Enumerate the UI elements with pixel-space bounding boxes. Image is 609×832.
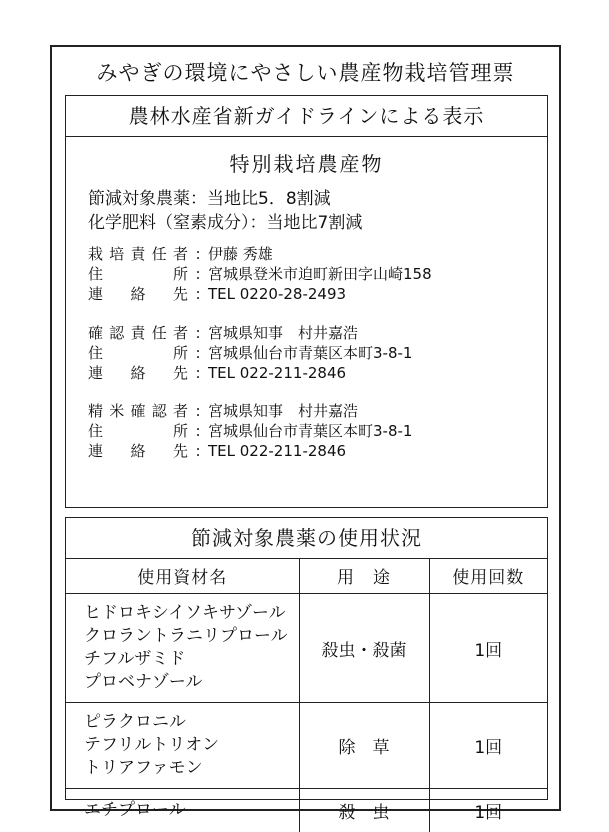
grower-phone: TEL 0220-28-2493 [208,285,346,303]
grower-name: 伊藤 秀雄 [208,245,273,263]
confirmer-address: 宮城県仙台市青葉区本町3-8-1 [208,344,412,362]
material-names [66,594,299,703]
material-name: テフリルトリオン [84,734,299,757]
grower-address-label: 住所 [88,264,188,284]
purpose-cell: 殺虫・殺菌 [299,594,429,703]
usage-heading: 節減対象農薬の使用状況 [66,518,547,559]
purpose-cell: 殺 虫 [299,789,429,832]
col-header-material: 使用資材名 [66,558,299,594]
rice-confirmer-name: 宮城県知事 村井嘉浩 [208,402,358,420]
product-category: 特別栽培農産物 [66,148,547,177]
grower-contact-label: 連絡先 [88,284,188,304]
table-header-row [66,558,547,594]
table-row [66,594,547,703]
grower-address: 宮城県登米市迫町新田字山崎158 [208,265,432,283]
count-cell: 1回 [429,703,547,789]
material-name: プロベナゾール [84,671,299,694]
count-cell: 1回 [429,594,547,703]
material-name: エチプロール [84,799,299,822]
col-header-purpose: 用 途 [299,558,429,594]
confirmer-address-label: 住所 [88,343,188,363]
rice-confirmer-phone: TEL 022-211-2846 [208,442,346,460]
confirmer-contact-label: 連絡先 [88,363,188,383]
confirmer-name: 宮城県知事 村井嘉浩 [208,324,358,342]
guideline-section [65,95,548,508]
material-name: トリアファモン [84,757,299,780]
rice-confirmer-address-label: 住所 [88,421,188,441]
material-name: ヒドロキシイソキサゾール [84,602,299,625]
usage-table [66,558,547,832]
table-row [66,789,547,832]
purpose-cell: 除 草 [299,703,429,789]
material-names [66,703,299,789]
grower-block: 栽培責任者 : 伊藤 秀雄 住所 : 宮城県登米市迫町新田字山崎158 連絡先 : TEL 0220-28-2493 [88,244,432,304]
sheet-title: みやぎの環境にやさしい農産物栽培管理票 [52,57,559,87]
rice-confirmer-contact-label: 連絡先 [88,441,188,461]
usage-section [65,517,548,800]
rice-confirmer-label: 精米確認者 [88,401,188,421]
management-sheet [50,45,561,811]
grower-label: 栽培責任者 [88,244,188,264]
guideline-heading: 農林水産省新ガイドラインによる表示 [66,96,547,137]
fertilizer-reduction: 化学肥料（窒素成分）：当地比7割減 [88,208,362,233]
col-header-count: 使用回数 [429,558,547,594]
material-names [66,789,299,832]
material-name: チフルザミド [84,648,299,671]
pesticide-reduction: 節減対象農薬：当地比5．8割減 [88,184,331,209]
table-row [66,703,547,789]
confirmer-phone: TEL 022-211-2846 [208,364,346,382]
rice-confirmer-address: 宮城県仙台市青葉区本町3-8-1 [208,422,412,440]
material-name: ピラクロニル [84,711,299,734]
material-name: クロラントラニリプロール [84,625,299,648]
confirmer-block: 確認責任者 : 宮城県知事 村井嘉浩 住所 : 宮城県仙台市青葉区本町3-8-1 連絡先 : TEL 022-211-2846 [88,323,412,383]
confirmer-label: 確認責任者 [88,323,188,343]
count-cell: 1回 [429,789,547,832]
rice-confirmer-block: 精米確認者 : 宮城県知事 村井嘉浩 住所 : 宮城県仙台市青葉区本町3-8-1 連絡先 : TEL 022-211-2846 [88,401,412,461]
